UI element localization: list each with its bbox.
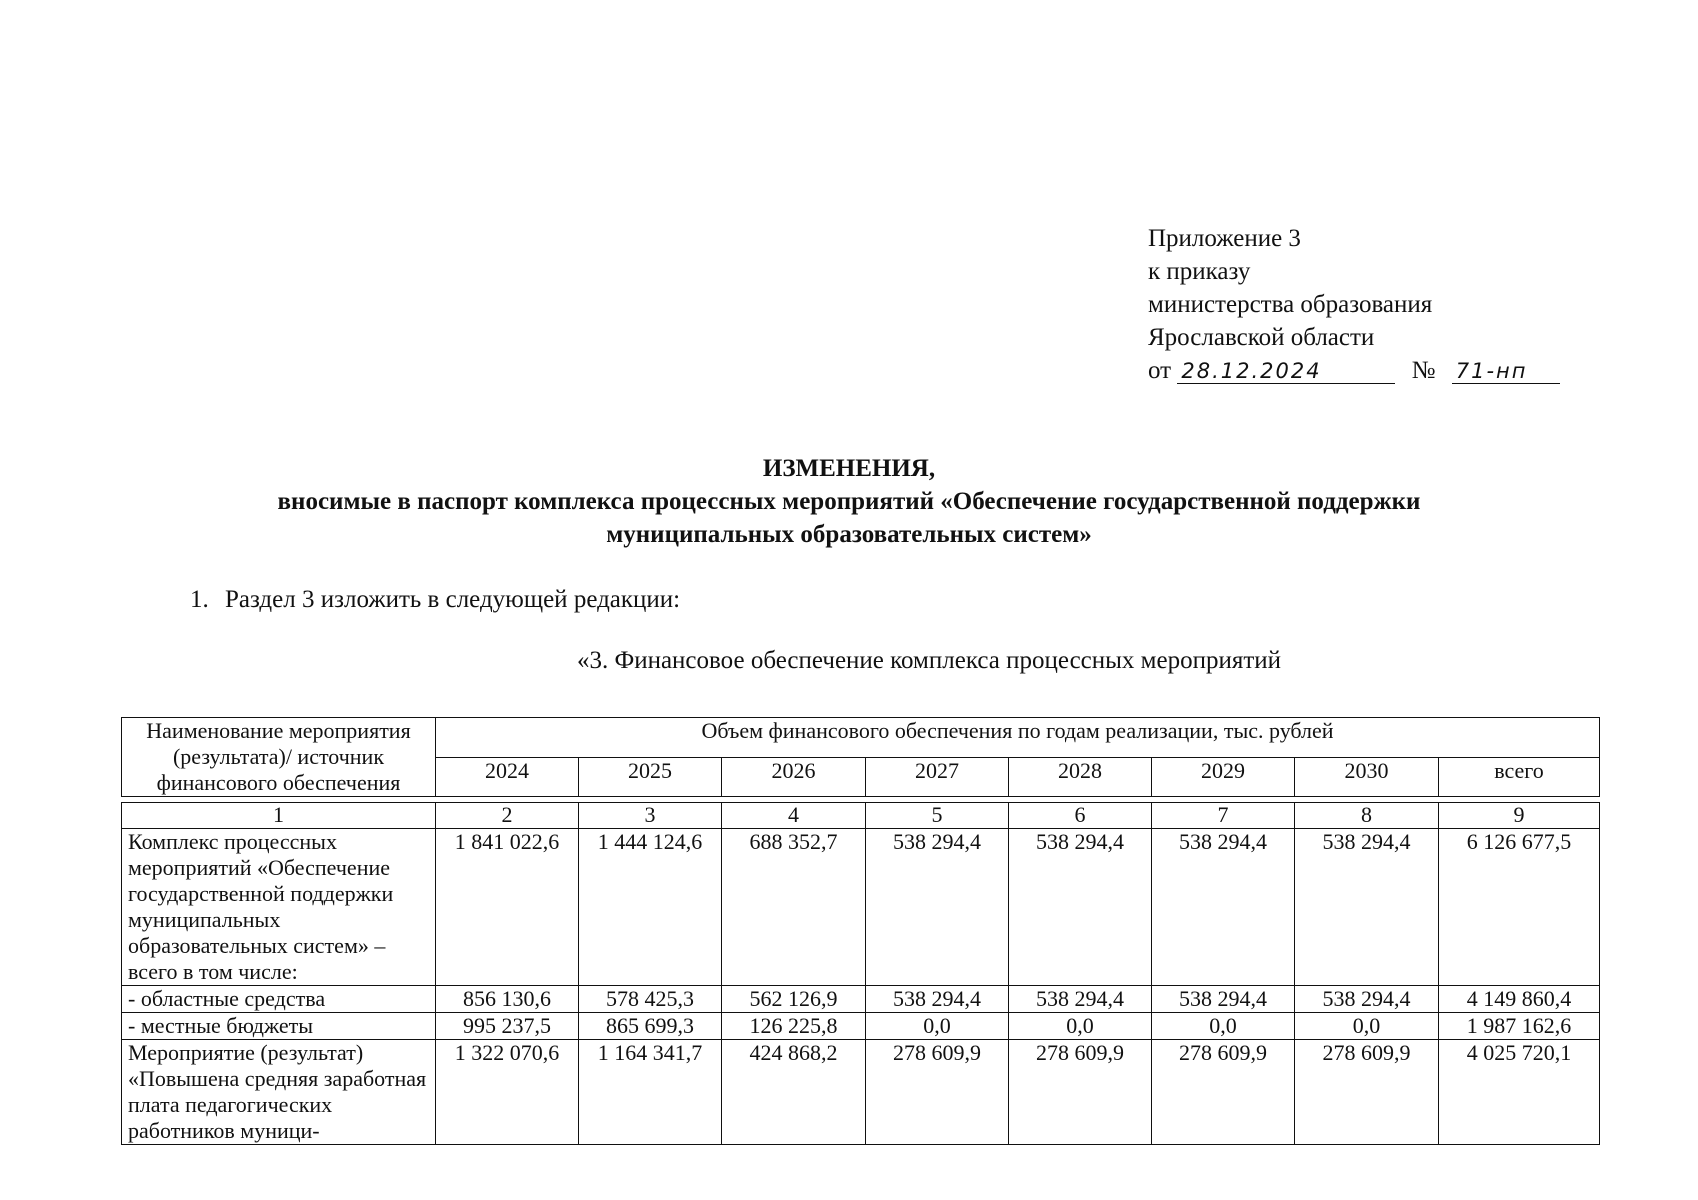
heading-subtitle-line-1: вносимые в паспорт комплекса процессных мероприятий «Обеспечение государственной поддержки	[277, 488, 1421, 515]
cell-value: 538 294,4	[1009, 986, 1152, 1013]
list-item	[190, 586, 680, 614]
column-number: 6	[1009, 803, 1152, 829]
table-row	[122, 1040, 1600, 1145]
list-item-number: 1.	[190, 586, 209, 613]
cell-value: 0,0	[1152, 1013, 1295, 1040]
year-header: 2027	[866, 757, 1009, 797]
cell-value: 0,0	[1009, 1013, 1152, 1040]
cell-value: 538 294,4	[1152, 829, 1295, 986]
column-number: 5	[866, 803, 1009, 829]
column-number: 1	[122, 803, 436, 829]
column-number-row	[122, 803, 1600, 829]
cell-value: 278 609,9	[1009, 1040, 1152, 1145]
cell-value: 856 130,6	[436, 986, 579, 1013]
cell-value: 278 609,9	[1152, 1040, 1295, 1145]
funding-group-header: Объем финансового обеспечения по годам реализации, тыс. рублей	[436, 718, 1600, 758]
cell-value: 278 609,9	[1295, 1040, 1439, 1145]
list-item-text: Раздел 3 изложить в следующей редакции:	[225, 586, 681, 613]
table-header	[121, 717, 1600, 797]
date-prefix: от	[1148, 357, 1172, 384]
column-number: 3	[579, 803, 722, 829]
cell-value: 562 126,9	[722, 986, 866, 1013]
document-heading	[0, 452, 1698, 551]
cell-value: 1 841 022,6	[436, 829, 579, 986]
year-header: 2028	[1009, 757, 1152, 797]
cell-value: 1 987 162,6	[1439, 1013, 1600, 1040]
heading-subtitle-line-2: муниципальных образовательных систем»	[606, 521, 1092, 548]
year-header: 2024	[436, 757, 579, 797]
cell-value: 995 237,5	[436, 1013, 579, 1040]
cell-value: 1 444 124,6	[579, 829, 722, 986]
handwritten-date: 28.12.2024	[1177, 359, 1395, 384]
column-number: 4	[722, 803, 866, 829]
cell-value: 538 294,4	[866, 986, 1009, 1013]
handwritten-number: 71-нп	[1452, 359, 1560, 384]
cell-value: 538 294,4	[1152, 986, 1295, 1013]
cell-value: 865 699,3	[579, 1013, 722, 1040]
appendix-date-row	[1148, 354, 1560, 387]
cell-value: 278 609,9	[866, 1040, 1009, 1145]
cell-value: 424 868,2	[722, 1040, 866, 1145]
cell-value: 4 025 720,1	[1439, 1040, 1600, 1145]
name-column-header: Наименование мероприятия (результата)/ источник финансового обеспечения	[122, 718, 436, 797]
total-header: всего	[1439, 757, 1600, 797]
cell-value: 0,0	[866, 1013, 1009, 1040]
cell-value: 688 352,7	[722, 829, 866, 986]
cell-value: 538 294,4	[1295, 829, 1439, 986]
cell-value: 538 294,4	[1295, 986, 1439, 1013]
column-number: 9	[1439, 803, 1600, 829]
row-name: Мероприятие (результат) «Повышена средняя заработная плата педагогических работников муници-	[122, 1040, 436, 1145]
row-name: - областные средства	[122, 986, 436, 1013]
column-number: 2	[436, 803, 579, 829]
cell-value: 0,0	[1295, 1013, 1439, 1040]
cell-value: 578 425,3	[579, 986, 722, 1013]
appendix-line-1: Приложение 3	[1148, 225, 1301, 252]
cell-value: 1 322 070,6	[436, 1040, 579, 1145]
table-row	[122, 1013, 1600, 1040]
appendix-line-3: министерства образования	[1148, 291, 1433, 318]
year-header: 2030	[1295, 757, 1439, 797]
year-header: 2026	[722, 757, 866, 797]
table-row	[122, 986, 1600, 1013]
appendix-block	[1148, 222, 1560, 387]
row-name: - местные бюджеты	[122, 1013, 436, 1040]
cell-value: 1 164 341,7	[579, 1040, 722, 1145]
heading-title: ИЗМЕНЕНИЯ,	[762, 455, 936, 482]
cell-value: 4 149 860,4	[1439, 986, 1600, 1013]
appendix-line-4: Ярославской области	[1148, 324, 1375, 351]
cell-value: 538 294,4	[1009, 829, 1152, 986]
appendix-line-2: к приказу	[1148, 258, 1251, 285]
table-row	[122, 829, 1600, 986]
column-number: 7	[1152, 803, 1295, 829]
row-name: Комплекс процессных мероприятий «Обеспечение государственной поддержки муниципальных образовательных систем» – всего в том числе:	[122, 829, 436, 986]
cell-value: 126 225,8	[722, 1013, 866, 1040]
section-title: «3. Финансовое обеспечение комплекса процессных мероприятий	[576, 647, 1282, 674]
table-body	[121, 802, 1600, 1145]
year-header: 2029	[1152, 757, 1295, 797]
cell-value: 538 294,4	[866, 829, 1009, 986]
number-prefix: №	[1411, 357, 1436, 384]
year-header: 2025	[579, 757, 722, 797]
cell-value: 6 126 677,5	[1439, 829, 1600, 986]
column-number: 8	[1295, 803, 1439, 829]
